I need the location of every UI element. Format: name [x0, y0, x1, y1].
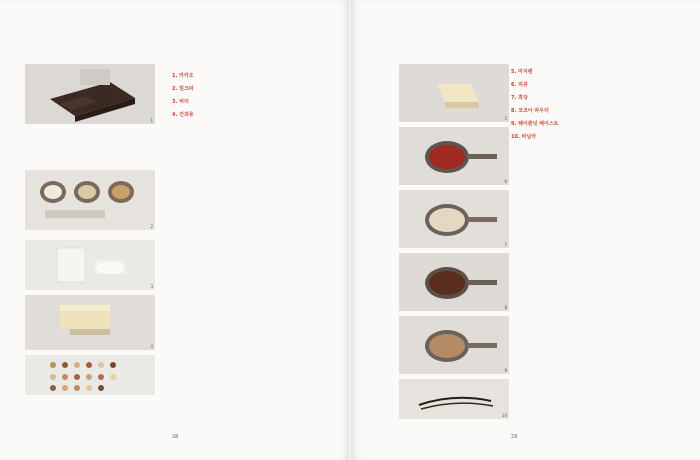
section-heading: 9. 헤이즐넛 페이스트 — [511, 121, 559, 127]
photo-marzipan — [399, 64, 509, 122]
left-page — [0, 0, 349, 460]
photo-dried-fruits — [25, 355, 155, 395]
marzipan-illustration — [399, 64, 509, 122]
section-heading: 3. 버터 — [172, 99, 189, 105]
photo-cream-carton — [25, 240, 155, 290]
page-number: 28 — [172, 434, 179, 440]
butter-illustration — [25, 295, 155, 350]
section-heading: 4. 건과류 — [172, 112, 194, 118]
sugar-pan-illustration — [399, 190, 509, 248]
section-heading: 1. 카카오 — [172, 73, 194, 79]
photo-number: 10 — [501, 413, 507, 418]
section-heading: 2. 밀크파 — [172, 86, 194, 92]
photo-milk-bowls — [25, 170, 155, 230]
photo-cocoa-powder — [399, 253, 509, 311]
hazelnut-paste-illustration — [399, 316, 509, 374]
right-text-column — [511, 64, 661, 146]
dried-fruits-illustration — [25, 355, 155, 395]
section-10 — [511, 133, 661, 140]
photo-hazelnut-paste — [399, 316, 509, 374]
section-heading: 8. 코코아 파우더 — [511, 108, 549, 114]
red-sauce-illustration — [399, 127, 509, 185]
chocolate-block-illustration — [25, 64, 155, 124]
photo-butter — [25, 295, 155, 350]
photo-number: 8 — [504, 305, 507, 310]
cream-carton-illustration — [25, 240, 155, 290]
photo-red-sauce — [399, 127, 509, 185]
section-7 — [511, 94, 661, 101]
section-3 — [172, 98, 322, 105]
photo-chocolate-block — [25, 64, 155, 124]
section-1 — [172, 72, 322, 79]
section-heading: 6. 리큐 — [511, 82, 528, 88]
milk-bowls-illustration — [25, 170, 155, 230]
photo-vanilla — [399, 379, 509, 419]
photo-number: 7 — [504, 242, 507, 247]
section-heading: 5. 마지팬 — [511, 69, 533, 75]
vanilla-illustration — [399, 379, 509, 419]
photo-number: 5 — [504, 116, 507, 121]
section-8 — [511, 107, 661, 114]
right-page — [351, 0, 700, 460]
section-4 — [172, 111, 322, 118]
photo-number: 4 — [150, 344, 153, 349]
section-heading: 7. 흑당 — [511, 95, 528, 101]
photo-number: 6 — [504, 179, 507, 184]
left-text-column — [172, 66, 322, 124]
section-2 — [172, 85, 322, 92]
photo-number: 3 — [150, 284, 153, 289]
section-5 — [511, 68, 661, 75]
photo-sugar-pan — [399, 190, 509, 248]
section-6 — [511, 81, 661, 88]
section-heading: 10. 바닐라 — [511, 134, 537, 140]
page-number: 29 — [511, 434, 518, 440]
photo-number: 9 — [504, 368, 507, 373]
photo-number: 2 — [150, 224, 153, 229]
photo-number: 1 — [150, 118, 153, 123]
section-9 — [511, 120, 661, 127]
cocoa-powder-illustration — [399, 253, 509, 311]
